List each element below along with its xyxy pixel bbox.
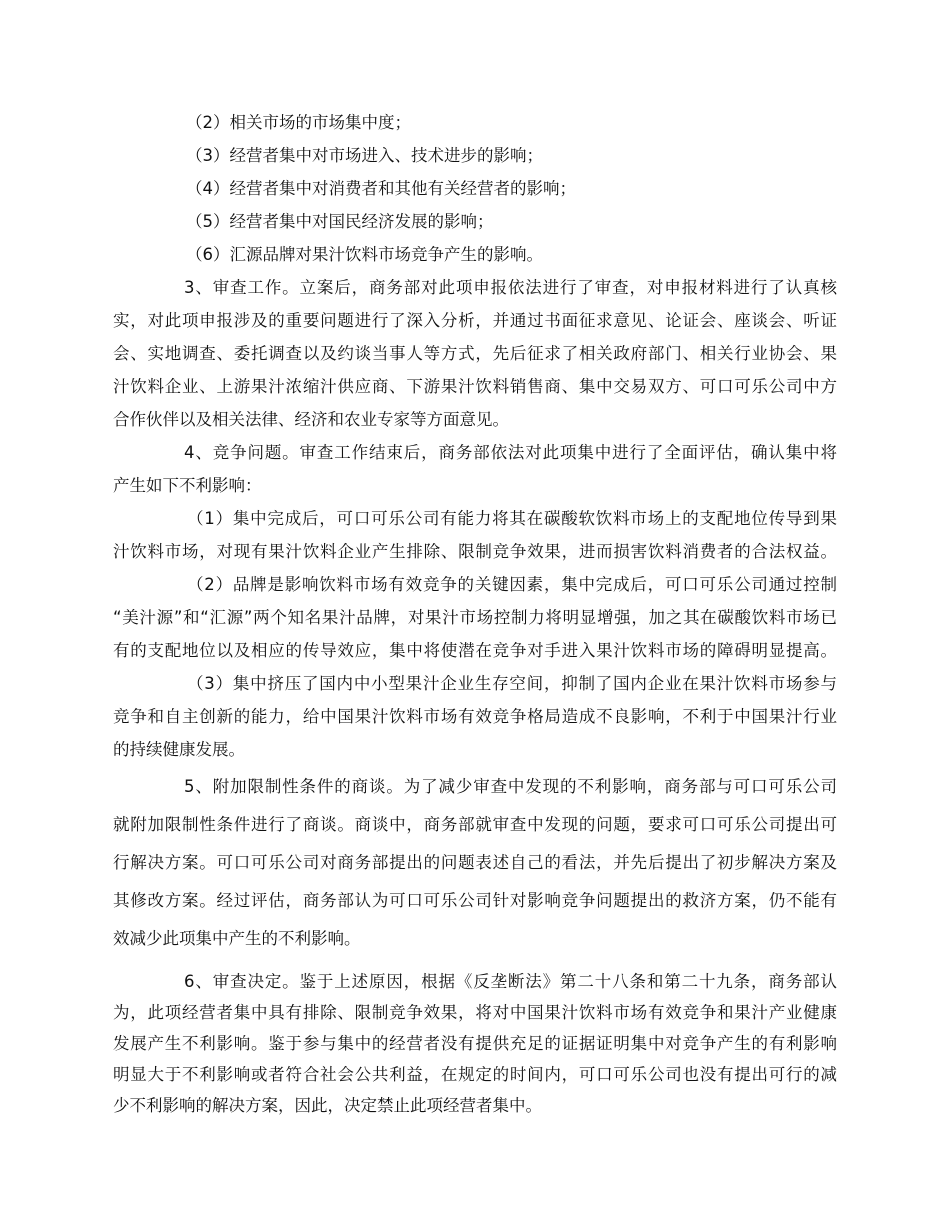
paragraph-line: 效减少此项集中产生的不利影响。 — [113, 929, 361, 948]
paragraph-line: 产生如下不利影响： — [113, 476, 262, 495]
paragraph-line: 4、竞争问题。审查工作结束后，商务部依法对此项集中进行了全面评估，确认集中将 — [184, 443, 837, 462]
paragraph-line: 3、审查工作。立案后，商务部对此项申报依法进行了审查，对申报材料进行了认真核 — [184, 278, 837, 297]
paragraph-line: 合作伙伴以及相关法律、经济和农业专家等方面意见。 — [113, 410, 509, 429]
paragraph-line: 少不利影响的解决方案，因此，决定禁止此项经营者集中。 — [113, 1096, 542, 1115]
paragraph-line: 行解决方案。可口可乐公司对商务部提出的问题表述自己的看法，并先后提出了初步解决方案及 — [113, 853, 837, 872]
paragraph-line: 5、附加限制性条件的商谈。为了减少审查中发现的不利影响，商务部与可口可乐公司 — [184, 777, 837, 796]
paragraph-line: 会、实地调查、委托调查以及约谈当事人等方式，先后征求了相关政府部门、相关行业协会、果 — [113, 344, 837, 363]
paragraph-line: 汁饮料市场，对现有果汁饮料企业产生排除、限制竞争效果，进而损害饮料消费者的合法权益。 — [113, 542, 837, 561]
list-item: （6）汇源品牌对果汁饮料市场竞争产生的影响。 — [186, 245, 543, 264]
list-item: （2）相关市场的市场集中度； — [186, 113, 411, 132]
paragraph-line: 汁饮料企业、上游果汁浓缩汁供应商、下游果汁饮料销售商、集中交易双方、可口可乐公司中方 — [113, 377, 837, 396]
paragraph-line: 为，此项经营者集中具有排除、限制竞争效果，将对中国果汁饮料市场有效竞争和果汁产业健康 — [113, 1003, 837, 1022]
paragraph-line: 明显大于不利影响或者符合社会公共利益，在规定的时间内，可口可乐公司也没有提出可行的减 — [113, 1065, 837, 1084]
list-item: （4）经营者集中对消费者和其他有关经营者的影响； — [186, 179, 576, 198]
paragraph-line: 竞争和自主创新的能力，给中国果汁饮料市场有效竞争格局造成不良影响，不利于中国果汁行业 — [113, 707, 837, 726]
list-item: （5）经营者集中对国民经济发展的影响； — [186, 212, 494, 231]
paragraph-line: 实，对此项申报涉及的重要问题进行了深入分析，并通过书面征求意见、论证会、座谈会、听证 — [113, 311, 837, 330]
paragraph-line: 其修改方案。经过评估，商务部认为可口可乐公司针对影响竞争问题提出的救济方案，仍不能有 — [113, 891, 837, 910]
paragraph-line: （2）品牌是影响饮料市场有效竞争的关键因素，集中完成后，可口可乐公司通过控制 — [187, 575, 837, 594]
list-item: （3）经营者集中对市场进入、技术进步的影响； — [186, 146, 543, 165]
paragraph-line: （1）集中完成后，可口可乐公司有能力将其在碳酸软饮料市场上的支配地位传导到果 — [187, 509, 837, 528]
paragraph-line: 发展产生不利影响。鉴于参与集中的经营者没有提供充足的证据证明集中对竞争产生的有利影响 — [113, 1034, 837, 1053]
paragraph-line: “美汁源”和“汇源”两个知名果汁品牌，对果汁市场控制力将明显增强，加之其在碳酸饮料市场已 — [113, 608, 837, 627]
paragraph-line: 6、审查决定。鉴于上述原因，根据《反垄断法》第二十八条和第二十九条，商务部认 — [184, 972, 837, 991]
paragraph-line: 就附加限制性条件进行了商谈。商谈中，商务部就审查中发现的问题，要求可口可乐公司提出可 — [113, 815, 837, 834]
paragraph-line: 有的支配地位以及相应的传导效应，集中将使潜在竞争对手进入果汁饮料市场的障碍明显提高。 — [113, 641, 837, 660]
paragraph-line: 的持续健康发展。 — [113, 740, 245, 759]
paragraph-line: （3）集中挤压了国内中小型果汁企业生存空间，抑制了国内企业在果汁饮料市场参与 — [187, 674, 837, 693]
